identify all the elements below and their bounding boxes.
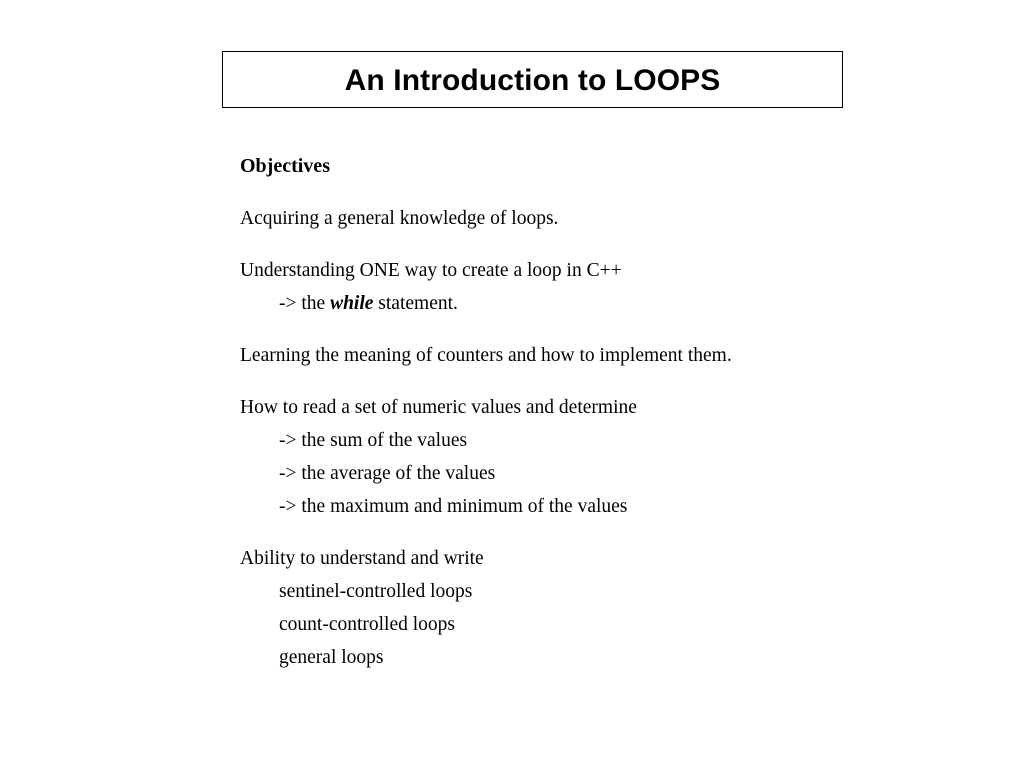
objective-item-4 <box>240 391 940 523</box>
title-box <box>222 51 843 108</box>
objective-text: Ability to understand and write <box>240 548 484 569</box>
objective-item-3 <box>240 339 940 372</box>
objective-subpoint: count-controlled loops <box>279 614 456 635</box>
objectives-heading: Objectives <box>240 155 330 177</box>
objective-subpoint: -> the sum of the values <box>279 430 468 451</box>
objective-text: How to read a set of numeric values and determine <box>240 397 637 418</box>
objective-text: Learning the meaning of counters and how to implement them. <box>240 345 732 366</box>
objective-text: Understanding ONE way to create a loop in C++ <box>240 260 622 281</box>
objective-item-1 <box>240 202 940 235</box>
objective-subpoint <box>240 287 940 320</box>
objectives-section <box>240 150 940 693</box>
objective-subpoint: -> the maximum and minimum of the values <box>279 496 628 517</box>
subpoint-suffix: statement. <box>373 293 458 314</box>
objective-subpoint: sentinel-controlled loops <box>279 581 473 602</box>
subpoint-prefix: -> the <box>279 293 331 314</box>
objective-text: Acquiring a general knowledge of loops. <box>240 208 559 229</box>
objective-subpoint: -> the average of the values <box>279 463 496 484</box>
while-keyword: while <box>330 293 374 314</box>
objective-subpoint: general loops <box>279 647 384 668</box>
objective-item-5 <box>240 542 940 674</box>
slide-title: An Introduction to LOOPS <box>344 63 721 97</box>
objective-item-2 <box>240 254 940 320</box>
